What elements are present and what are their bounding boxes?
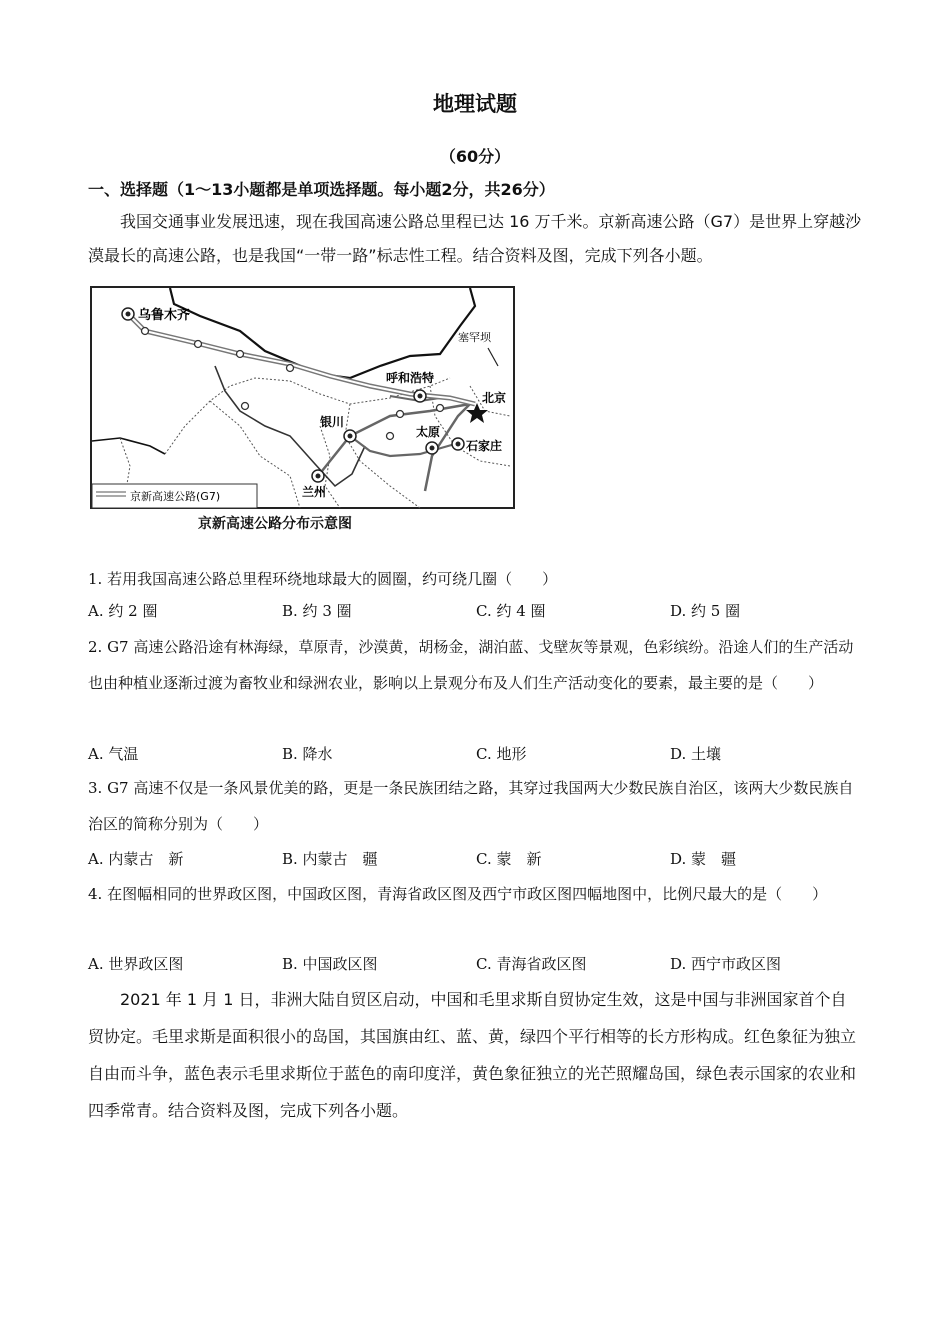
- city-marker-urumqi: [122, 308, 134, 320]
- label-shijiazhuang: 石家庄: [466, 439, 503, 453]
- q2-option-d[interactable]: D. 土壤: [670, 745, 722, 763]
- city-marker-shijiazhuang: [452, 438, 464, 450]
- intro-paragraph-1: 我国交通事业发展迅速，现在我国高速公路总里程已达 16 万千米。京新高速公路（G7）是世界上穿越沙漠最长的高速公路，也是我国“一带一路”标志性工程。结合资料及图，完成下列各小题。: [88, 212, 862, 265]
- question-1: 1. 若用我国高速公路总里程环绕地球最大的圆圈，约可绕几圈（ ）: [88, 570, 558, 588]
- waypoint: [287, 365, 294, 372]
- question-2: 2. G7 高速公路沿途有林海绿，草原青，沙漠黄，胡杨金，湖泊蓝、戈壁灰等景观，色彩缤纷。沿途人们的生产活动也由种植业逐渐过渡为畜牧业和绿洲农业，影响以上景观分布及人们生产活动变化的要素，最主要的是（ ）: [88, 638, 854, 692]
- q4-option-b[interactable]: B. 中国政区图: [282, 955, 378, 973]
- label-beijing: 北京: [482, 391, 507, 405]
- q2-option-a[interactable]: A. 气温: [88, 745, 139, 763]
- q2-option-b[interactable]: B. 降水: [282, 745, 333, 763]
- question-4: 4. 在图幅相同的世界政区图，中国政区图，青海省政区图及西宁市政区图四幅地图中，比例尺最大的是（ ）: [88, 885, 828, 903]
- q1-option-a[interactable]: A. 约 2 圈: [88, 602, 158, 620]
- highway-map-figure: [90, 286, 516, 538]
- waypoint: [437, 405, 444, 412]
- waypoint: [387, 433, 394, 440]
- highway-map: [90, 286, 516, 538]
- label-urumqi: 乌鲁木齐: [138, 308, 191, 323]
- q3-option-a[interactable]: A. 内蒙古 新: [88, 850, 184, 868]
- waypoint: [242, 403, 249, 410]
- score-note: （60分）: [439, 147, 511, 166]
- page-title: 地理试题: [433, 92, 517, 116]
- q4-option-a[interactable]: A. 世界政区图: [88, 955, 184, 973]
- q1-option-b[interactable]: B. 约 3 圈: [282, 602, 352, 620]
- section-heading: 一、选择题（1～13小题都是单项选择题。每小题2分，共26分）: [88, 180, 555, 199]
- intro-paragraph-2: 2021 年 1 月 1 日，非洲大陆自贸区启动，中国和毛里求斯自贸协定生效，这是中国与非洲国家首个自贸协定。毛里求斯是面积很小的岛国，其国旗由红、蓝、黄，绿四个平行相等的长方形构成。红色象征为独立自由而斗争，蓝色表示毛里求斯位于蓝色的南印度洋，黄色象征独立的光芒照耀岛国，绿色表示国家的农业和四季常青。结合资料及图，完成下列各小题。: [88, 990, 857, 1120]
- map-caption: 京新高速公路分布示意图: [198, 516, 352, 532]
- q3-option-d[interactable]: D. 蒙 疆: [670, 850, 737, 868]
- waypoint: [237, 351, 244, 358]
- q4-option-c[interactable]: C. 青海省政区图: [476, 955, 587, 973]
- city-marker-yinchuan: [344, 430, 356, 442]
- label-lanzhou: 兰州: [302, 485, 327, 499]
- city-marker-taiyuan: [426, 442, 438, 454]
- question-3: 3. G7 高速不仅是一条风景优美的路，更是一条民族团结之路，其穿过我国两大少数民族自治区，该两大少数民族自治区的简称分别为（ ）: [88, 779, 854, 833]
- q1-option-c[interactable]: C. 约 4 圈: [476, 602, 546, 620]
- q3-option-c[interactable]: C. 蒙 新: [476, 850, 542, 868]
- q1-option-d[interactable]: D. 约 5 圈: [670, 602, 741, 620]
- city-marker-hohhot: [414, 390, 426, 402]
- label-yinchuan: 银川: [320, 415, 345, 429]
- waypoint: [142, 328, 149, 335]
- q2-option-c[interactable]: C. 地形: [476, 745, 527, 763]
- city-marker-lanzhou: [312, 470, 324, 482]
- waypoint: [195, 341, 202, 348]
- legend-label: 京新高速公路(G7): [130, 490, 221, 503]
- waypoint: [397, 411, 404, 418]
- label-saihanba: 塞罕坝: [458, 331, 491, 344]
- q4-option-d[interactable]: D. 西宁市政区图: [670, 955, 782, 973]
- q3-option-b[interactable]: B. 内蒙古 疆: [282, 850, 378, 868]
- label-hohhot: 呼和浩特: [386, 371, 435, 385]
- label-taiyuan: 太原: [416, 425, 441, 439]
